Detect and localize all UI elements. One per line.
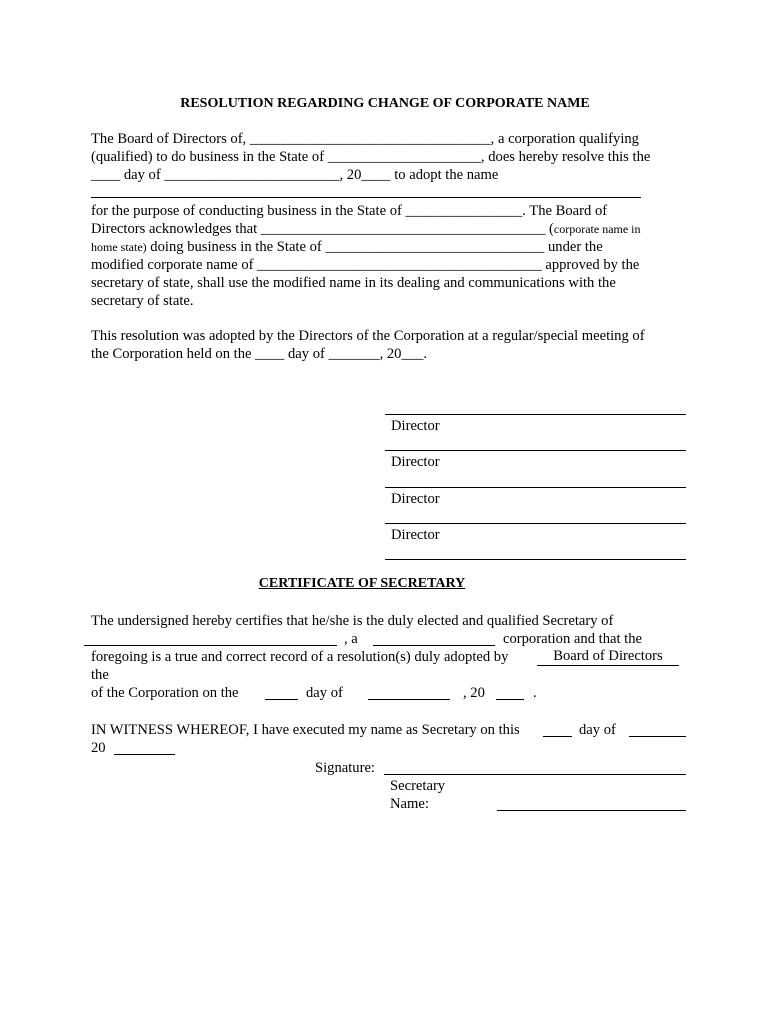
name-label: Name:: [390, 796, 429, 812]
signature-label: Signature:: [315, 760, 375, 776]
witness-dayof: day of: [579, 722, 616, 738]
certificate-line-5c: , 20: [463, 685, 485, 701]
director-label-4: Director: [391, 527, 440, 543]
certificate-line-5d: .: [533, 685, 537, 701]
resolution-line-3: ____ day of ________________________, 20____ to adopt the name: [91, 167, 499, 183]
director-label-3: Director: [391, 491, 440, 507]
resolution-line-7-main: doing business in the State of ______________________________ under the: [146, 239, 603, 255]
resolution-line-2: (qualified) to do business in the State of _____________________, does hereby resolve this the: [91, 149, 651, 165]
certificate-line-1: The undersigned hereby certifies that he/she is the duly elected and qualified Secretary of: [91, 613, 614, 629]
resolution-line-1: The Board of Directors of, _________________________________, a corporation qualifying: [91, 131, 639, 147]
witness-line: IN WITNESS WHEREOF, I have executed my name as Secretary on this: [91, 722, 520, 738]
witness-month-blank: [629, 736, 686, 737]
certificate-line-3: foregoing is a true and correct record of a resolution(s) duly adopted by: [91, 649, 509, 665]
certificate-title: CERTIFICATE OF SECRETARY: [258, 576, 466, 591]
director-signature-line-4: [385, 523, 686, 524]
board-of-directors-field: Board of Directors: [537, 648, 679, 666]
corp-day-blank: [265, 699, 298, 700]
certificate-line-5b: day of: [306, 685, 343, 701]
resolution-line-10: secretary of state.: [91, 293, 194, 309]
director-label-1: Director: [391, 418, 440, 434]
director-signature-line-3: [385, 487, 686, 488]
name-line: [497, 810, 686, 811]
resolution-line-7-small: home state): [91, 240, 147, 254]
resolution-line-6-main: Directors acknowledges that _______________________________________ (: [91, 221, 554, 237]
certificate-line-5a: of the Corporation on the: [91, 685, 239, 701]
name-blank-line: [91, 197, 641, 198]
adoption-line-2: the Corporation held on the ____ day of _______, 20___.: [91, 346, 428, 362]
adoption-line-1: This resolution was adopted by the Directors of the Corporation at a regular/special meeting of: [91, 328, 645, 344]
director-signature-line-1: [385, 414, 686, 415]
document-title: RESOLUTION REGARDING CHANGE OF CORPORATE NAME: [180, 96, 590, 111]
state-blank: [373, 645, 495, 646]
resolution-line-6: [91, 220, 641, 238]
director-signature-line-5: [385, 559, 686, 560]
resolution-line-8: modified corporate name of _______________________________________ approved by the: [91, 257, 640, 273]
resolution-line-6-small: corporate name in: [553, 222, 641, 236]
resolution-line-5: for the purpose of conducting business in the State of ________________. The Board of: [91, 203, 608, 219]
resolution-line-7: [91, 238, 603, 256]
certificate-line-2b: corporation and that the: [503, 631, 642, 647]
witness-20: 20: [91, 740, 106, 756]
certificate-line-4: the: [91, 667, 109, 683]
witness-year-blank: [114, 754, 175, 755]
director-signature-line-2: [385, 450, 686, 451]
signature-line: [384, 774, 686, 775]
secretary-label: Secretary: [390, 778, 446, 794]
corp-month-blank: [368, 699, 450, 700]
director-label-2: Director: [391, 454, 440, 470]
corp-year-blank: [496, 699, 524, 700]
certificate-line-2a: , a: [344, 631, 358, 647]
resolution-line-9: secretary of state, shall use the modified name in its dealing and communications with the: [91, 275, 616, 291]
secretary-of-blank: [84, 645, 337, 646]
witness-day-blank: [543, 736, 572, 737]
